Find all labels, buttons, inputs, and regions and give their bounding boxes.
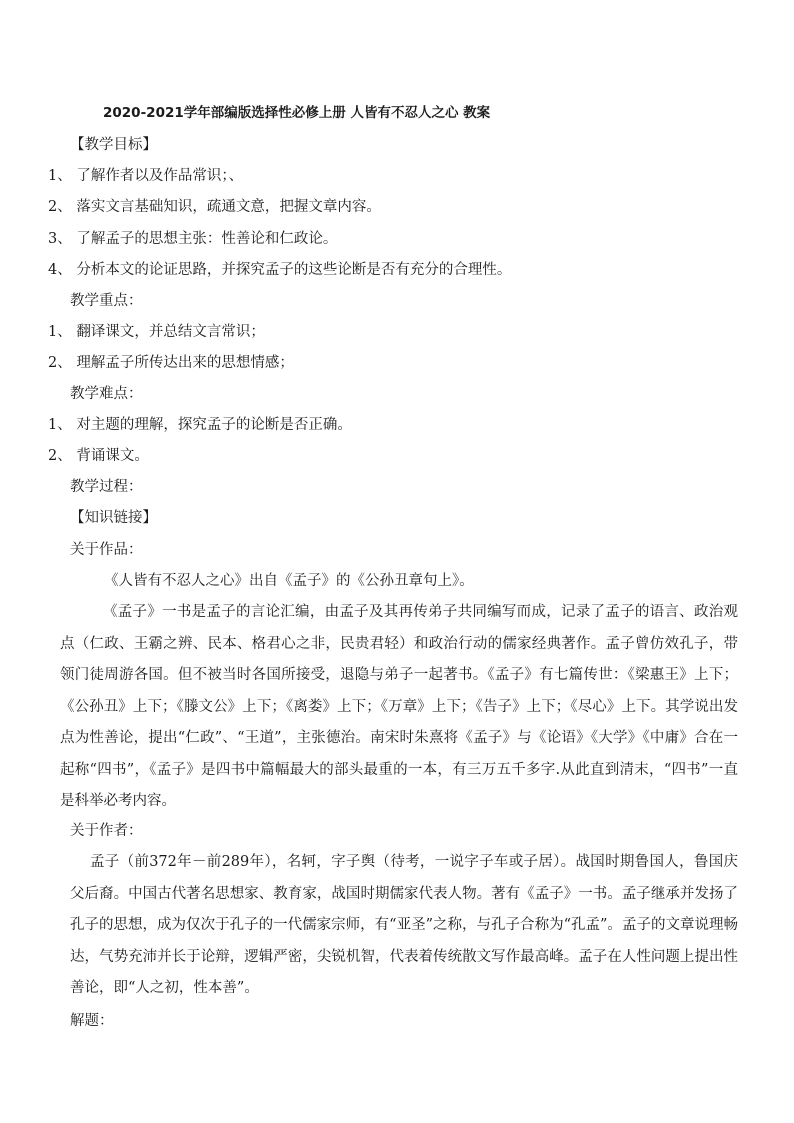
section-teaching-objectives: 【教学目标】 [70, 137, 157, 153]
key-point-item: 2、 理解孟子所传达出来的思想情感； [48, 355, 294, 371]
objective-item: 4、 分析本文的论证思路，并探究孟子的这些论断是否有充分的合理性。 [48, 262, 512, 278]
difficulties-heading: 教学难点： [70, 386, 143, 402]
key-point-item: 1、 翻译课文，并总结文言常识； [48, 324, 265, 340]
work-description-paragraph: 《孟子》一书是孟子的言论汇编，由孟子及其再传弟子共同编写而成，记录了孟子的语言、政治观点（仁政、王霸之辨、民本、格君心之非，民贵君轻）和政治行动的儒家经典著作。孟子曾仿效孔子，带领门徒周游各国。但不被当时各国所接受，退隐与弟子一起著书。《孟子》有七篇传世：《梁惠王》上下；《公孙丑》上下；《滕文公》上下；《离娄》上下；《万章》上下；《告子》上下；《尽心》上下。其学说出发点为性善论，提出“仁政”、“王道”，主张德治。南宋时朱熹将《孟子》与《论语》《大学》《中庸》合在一起称“四书”，《孟子》是四书中篇幅最大的部头最重的一本，有三万五千多字.从此直到清末，“四书”一直是科举必考内容。 [60, 604, 738, 809]
about-author-heading: 关于作者： [70, 823, 143, 839]
key-points-heading: 教学重点： [70, 293, 143, 309]
solution-heading: 解题： [70, 1013, 114, 1029]
work-source-line: 《人皆有不忍人之心》出自《孟子》的《公孙丑章句上》。 [104, 573, 474, 589]
about-work-heading: 关于作品： [70, 542, 143, 558]
process-heading: 教学过程： [70, 479, 143, 495]
difficulty-item: 1、 对主题的理解，探究孟子的论断是否正确。 [48, 417, 352, 433]
difficulty-item: 2、 背诵课文。 [48, 448, 149, 464]
objective-item: 3、 了解孟子的思想主张：性善论和仁政论。 [48, 231, 338, 247]
knowledge-heading: 【知识链接】 [70, 510, 157, 526]
objective-item: 2、 落实文言基础知识，疏通文意，把握文章内容。 [48, 199, 381, 215]
author-description-paragraph: 孟子（前372年－前289年），名轲，字子舆（待考，一说字子车或子居）。战国时期鲁国人，鲁国庆父后裔。中国古代著名思想家、教育家，战国时期儒家代表人物。著有《孟子》一书。孟子继承并发扬了孔子的思想，成为仅次于孔子的一代儒家宗师，有“亚圣”之称，与孔子合称为“孔孟”。孟子的文章说理畅达，气势充沛并长于论辩，逻辑严密，尖锐机智，代表着传统散文写作最高峰。孟子在人性问题上提出性善论，即“人之初，性本善”。 [70, 854, 738, 996]
objective-item: 1、 了解作者以及作品常识；、 [48, 168, 244, 184]
document-title: 2020-2021学年部编版选择性必修上册 人皆有不忍人之心 教案 [103, 105, 491, 121]
